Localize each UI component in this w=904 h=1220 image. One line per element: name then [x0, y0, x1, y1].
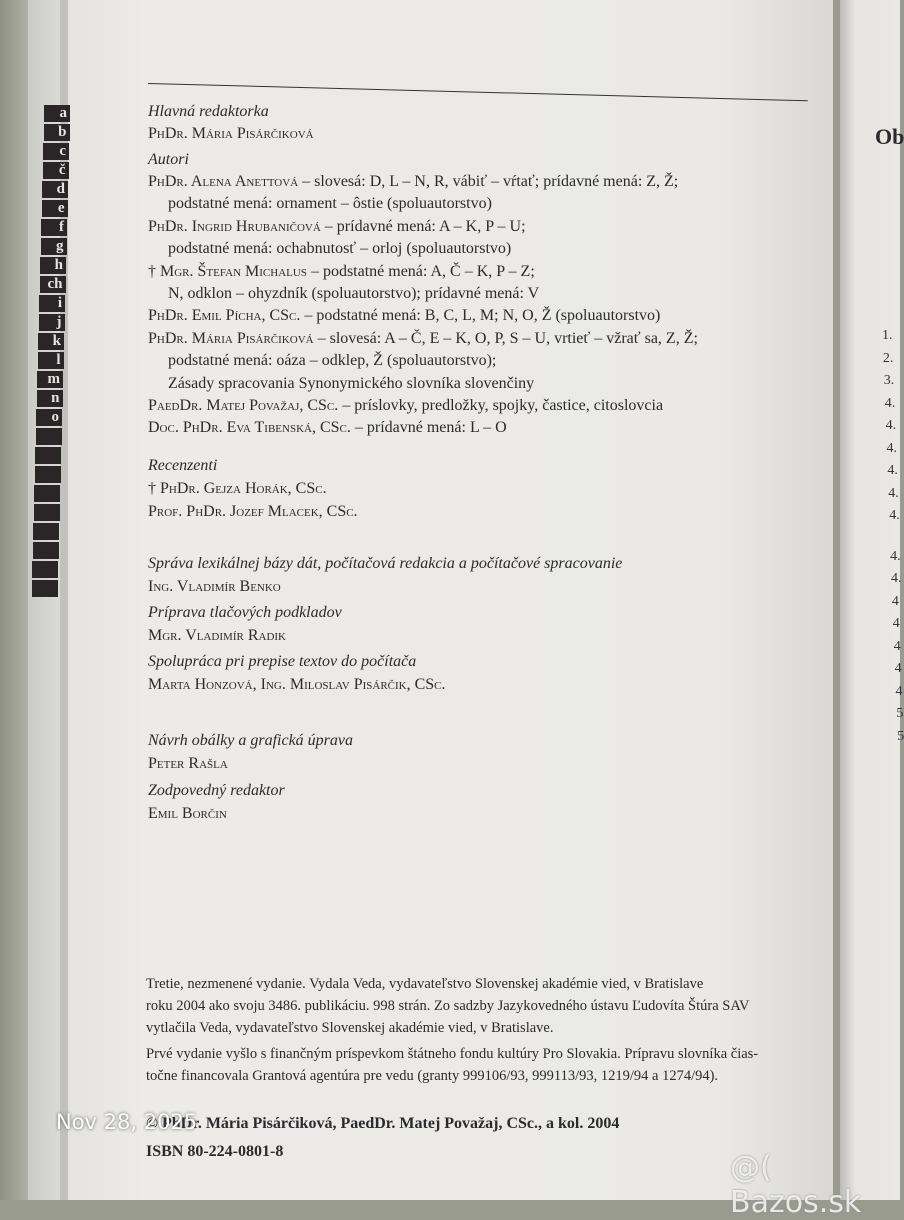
index-tab[interactable]: č [43, 162, 69, 179]
index-tab[interactable]: f [41, 219, 67, 236]
index-tab[interactable]: a [44, 105, 70, 122]
reviewer: Prof. PhDr. Jozef Mlacek, CSc. [148, 503, 358, 520]
author-name: PaedDr. Matej Považaj, CSc. [148, 397, 339, 414]
imprint-line: roku 2004 ako svoju 3486. publikáciu. 998 strán. Zo sadzby Jazykovedného ústavu Ľudovíta Štúra SAV [146, 998, 750, 1014]
imprint-line: vytlačila Veda, vydavateľstvo Slovenskej akadémie vied, v Bratislave. [146, 1020, 554, 1036]
index-tab[interactable] [33, 542, 59, 559]
copyright: © PhDr. Mária Pisárčiková, PaedDr. Matej Považaj, CSc., a kol. 2004 [146, 1115, 620, 1132]
imprint-line: Prvé vydanie vyšlo s finančným príspevkom štátneho fondu kultúry Pro Slovakia. Prípravu slovníka čias- [146, 1046, 759, 1062]
author-entry [148, 262, 535, 282]
author-entry [148, 418, 507, 438]
reviewer: † PhDr. Gejza Horák, CSc. [148, 480, 327, 497]
author-entry [148, 217, 526, 237]
role-person: Emil Borčin [148, 805, 227, 822]
author-name: PhDr. Ingrid Hrubaničová [148, 217, 321, 235]
toc-number: 4. [886, 440, 897, 456]
toc-number: 4 [895, 683, 903, 699]
author-contribution: – slovesá: A – Č, E – K, O, P, S – U, vrtieť – vžrať sa, Z, Ž; [313, 329, 698, 347]
index-tab[interactable]: b [44, 124, 70, 141]
author-contribution-cont: podstatné mená: ochabnutosť – orloj (spoluautorstvo) [168, 240, 512, 258]
index-tab[interactable] [33, 523, 59, 540]
index-tab[interactable]: l [38, 352, 64, 369]
author-contribution: – slovesá: D, L – N, R, vábiť – vŕtať; prídavné mená: Z, Ž; [298, 173, 679, 190]
index-tab[interactable]: h [40, 257, 66, 274]
watermark: @( Bazos.sk [730, 1150, 862, 1220]
author-contribution: – podstatné mená: B, C, L, M; N, O, Ž (spoluautorstvo) [300, 307, 661, 325]
role-person: Marta Honzová, Ing. Miloslav Pisárčik, CSc. [148, 676, 446, 693]
toc-number: 2. [882, 350, 894, 366]
role-label: Spolupráca pri prepise textov do počítača [148, 653, 417, 670]
role-label: Návrh obálky a grafická úprava [148, 732, 354, 749]
index-tab[interactable]: i [39, 295, 65, 312]
toc-number: 4. [888, 485, 899, 501]
toc-number: 1. [882, 328, 893, 343]
facing-page-title: Ob [875, 124, 904, 149]
index-tab[interactable] [36, 428, 62, 445]
role-person: Mgr. Vladimír Radik [148, 627, 286, 644]
index-tab[interactable]: d [42, 181, 68, 198]
toc-number: 4. [887, 463, 898, 478]
author-entry [148, 306, 660, 326]
role-label: Príprava tlačových podkladov [148, 604, 342, 621]
author-name: PhDr. Mária Pisárčiková [148, 329, 314, 347]
author-contribution: – príslovky, predložky, spojky, častice, citoslovcia [338, 397, 664, 414]
toc-number: 4. [884, 395, 896, 411]
author-name: Doc. PhDr. Eva Tibenská, CSc. [148, 419, 351, 437]
toc-number: 4. [889, 508, 900, 523]
author-name: PhDr. Emil Pícha, CSc. [148, 307, 301, 325]
isbn: ISBN 80-224-0801-8 [146, 1143, 284, 1160]
author-contribution-cont: podstatné mená: ornament – ôstie (spoluautorstvo) [168, 195, 492, 213]
reviewers-label: Recenzenti [148, 457, 218, 474]
toc-number: 4. [885, 418, 897, 433]
role-label: Správa lexikálnej bázy dát, počítačová redakcia a počítačové spracovanie [148, 555, 623, 572]
index-tab[interactable]: c [43, 143, 69, 160]
author-contribution-cont: podstatné mená: oáza – odklep, Ž (spoluautorstvo); [168, 352, 497, 370]
toc-number: 5 [897, 728, 904, 744]
author-entry [148, 172, 678, 192]
author-contribution-cont: Zásady spracovania Synonymického slovníka slovenčiny [168, 374, 535, 392]
toc-number: 4 [894, 661, 902, 676]
author-name: PhDr. Alena Anettová [148, 173, 299, 190]
role-person: Ing. Vladimír Benko [148, 578, 281, 595]
imprint-line: točne financovala Grantová agentúra pre vedu (granty 999106/93, 999113/93, 1219/94 a 1274/94). [146, 1068, 719, 1084]
index-tab[interactable]: ch [40, 276, 66, 293]
author-entry [148, 396, 663, 416]
index-tab[interactable]: m [37, 371, 63, 388]
index-tab[interactable] [34, 504, 60, 521]
index-tab[interactable]: k [38, 333, 64, 350]
index-tab[interactable]: g [41, 238, 67, 255]
toc-number: 4 [893, 638, 901, 654]
author-contribution: – podstatné mená: A, Č – K, P – Z; [306, 262, 535, 280]
toc-number: 4 [892, 616, 900, 631]
author-contribution: – prídavné mená: L – O [350, 419, 507, 437]
index-tab[interactable] [35, 466, 61, 483]
author-name: † Mgr. Štefan Michalus [148, 262, 307, 280]
index-tab[interactable]: j [39, 314, 65, 331]
toc-number: 3. [883, 373, 895, 388]
index-tab[interactable] [32, 561, 58, 578]
author-entry [148, 329, 698, 349]
index-tab[interactable]: o [36, 409, 62, 426]
author-contribution: – prídavné mená: A – K, P – U; [320, 217, 526, 235]
photo-date-stamp: Nov 28, 2025 [56, 1110, 198, 1134]
toc-number: 4 [891, 593, 899, 609]
toc-number: 4. [890, 548, 901, 564]
index-tab[interactable] [32, 580, 58, 597]
index-tab[interactable]: e [42, 200, 68, 217]
toc-number: 5 [896, 706, 904, 721]
index-tab[interactable] [35, 447, 61, 464]
role-label: Zodpovedný redaktor [148, 782, 285, 799]
chief-editor-name: PhDr. Mária Pisárčiková [148, 125, 314, 142]
toc-number: 4. [891, 571, 902, 586]
chief-editor-label: Hlavná redaktorka [148, 103, 269, 120]
index-tab[interactable] [34, 485, 60, 502]
authors-label: Autori [148, 151, 189, 168]
author-contribution-cont: N, odklon – ohyzdník (spoluautorstvo); prídavné mená: V [168, 285, 540, 302]
role-person: Peter Rašla [148, 755, 228, 772]
imprint-line: Tretie, nezmenené vydanie. Vydala Veda, vydavateľstvo Slovenskej akadémie vied, v Bratislave [146, 976, 704, 992]
index-tab[interactable]: n [37, 390, 63, 407]
